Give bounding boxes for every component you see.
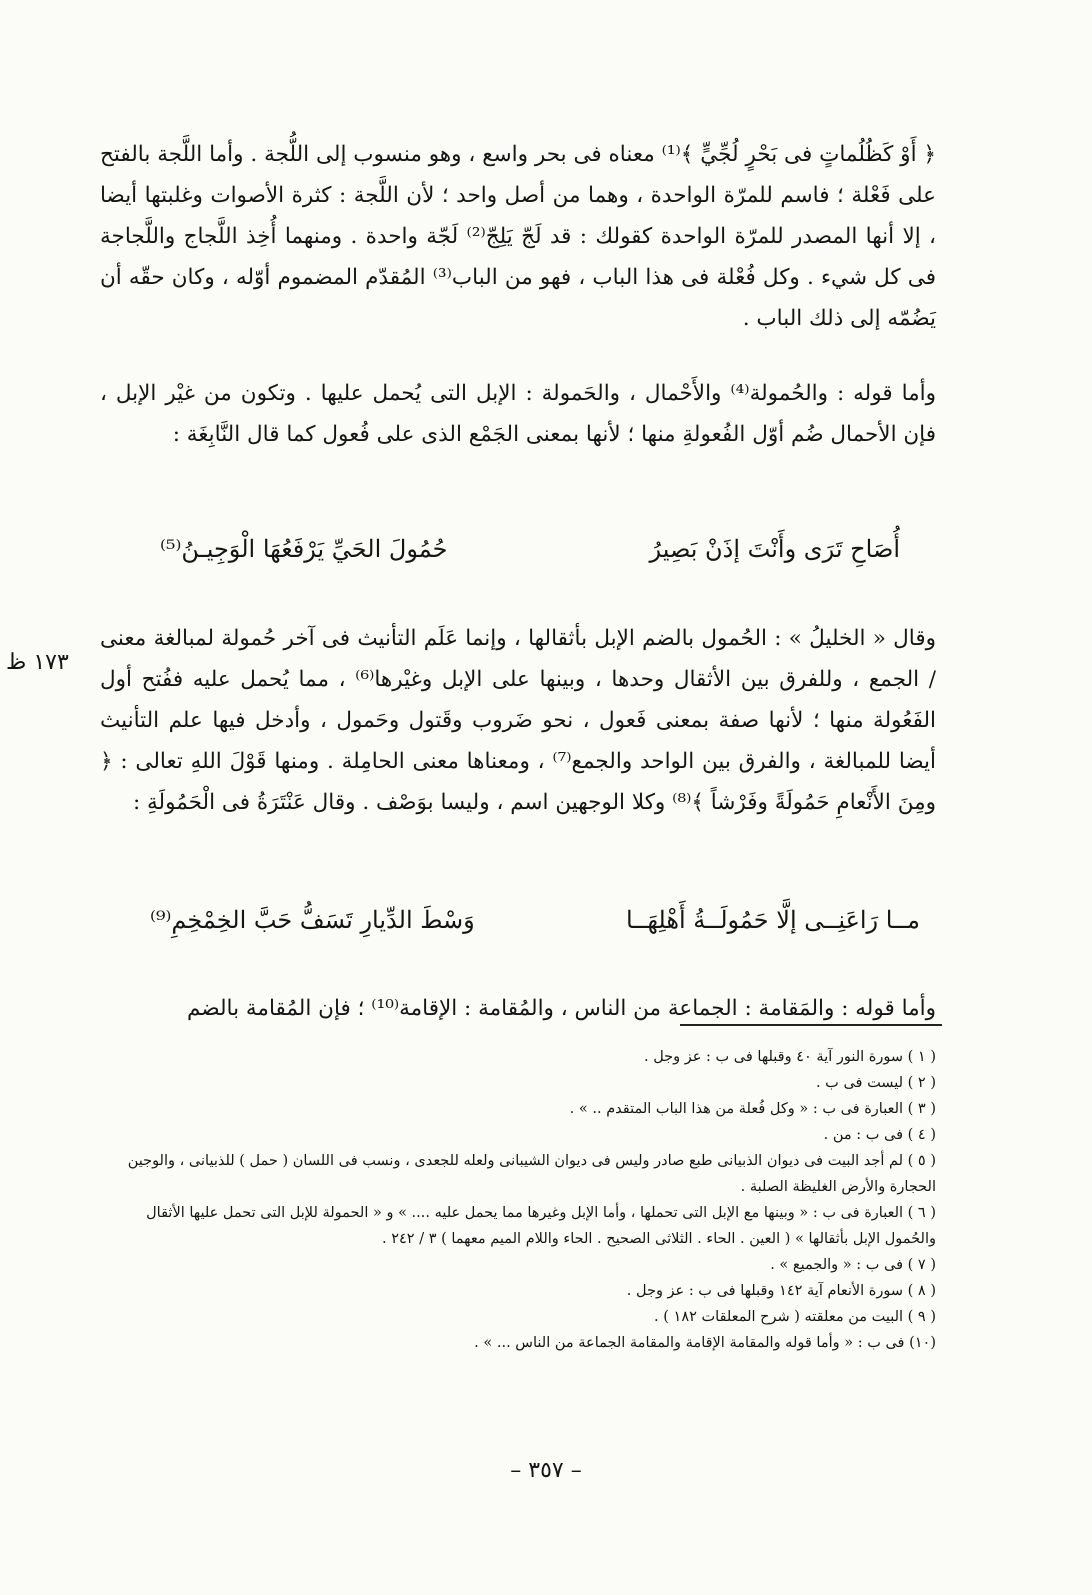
- footnote-9: ( ٩ ) البيت من معلقته ( شرح المعلقات ١٨٢ ) .: [654, 1309, 936, 1325]
- footnote-6: ( ٦ ) العبارة فى ب : « وبينها مع الإبل التى تحملها ، وأما الإبل وغيرها مما يحمل عليه .... » و « الحمولة للإبل التى تحمل عليها الأثقال والحُمول الإبل بأثقالها » ( العين . الحاء . الثلاثى الصحيح . الحاء واللام الميم معهما ) ٣ / ٢٤٢ .: [146, 1205, 936, 1247]
- verse-2-second-hemistich: وَسْطَ الدِّيارِ تَسَفُّ حَبَّ الخِمْخِمِ⁽⁹⁾: [150, 906, 475, 934]
- footnote-5: ( ٥ ) لم أجد البيت فى ديوان الذبيانى طبع صادر وليس فى ديوان الشيبانى ولعله للجعدى ، ونسب فى اللسان ( حمل ) للذبيانى ، والوجين الحجارة والأرض الغليظة الصلبة .: [127, 1153, 936, 1195]
- folio-margin-note: ١٧٣ ظ: [6, 650, 69, 675]
- paragraph-3: وقال « الخليلُ » : الحُمول بالضم الإبل بأثقالها ، وإنما عَلَم التأنيث فى آخر حُمولة لمبالغة معنى / الجمع ، وللفرق بين الأثقال وحدها ، وبينها على الإبل وغيْرها⁽⁶⁾ ، مما يُحمل عليه ففُتح أول الفَعُولة منها ؛ لأنها صفة بمعنى فَعول ، نحو ضَروب وقَتول وحَمول ، وأدخل فيها علم التأنيث أيضا للمبالغة ، والفرق بين الواحد والجمع⁽⁷⁾ ، ومعناها معنى الحامِلة . ومنها قَوْلَ اللهِ تعالى : ﴿ ومِنَ الأَنْعامِ حَمُولَةً وفَرْشاً ﴾⁽⁸⁾ وكلا الوجهين اسم ، وليسا بوَصْف . وقال عَنْتَرَةُ فى الْحَمُولَةِ :: [100, 625, 936, 815]
- paragraph-1: ﴿ أَوْ كَظُلُماتٍ فى بَحْرٍ لُجِّيٍّ ﴾⁽¹⁾ معناه فى بحر واسع ، وهو منسوب إلى اللُّجة . وأما اللَّجة بالفتح على فَعْلة ؛ فاسم للمرّة الواحدة ، وهما من أصل واحد ؛ لأن اللَّجة : كثرة الأصوات وغلبتها أيضا ، إلا أنها المصدر للمرّة الواحدة كقولك : قد لَجّ يَلِجّ⁽²⁾ لَجّة واحدة . ومنهما أُخِذ اللَّجاج واللَّجاجة فى كل شيء . وكل فُعْلة فى هذا الباب ، فهو من الباب⁽³⁾ المُقدّم المضموم أوّله ، وكان حقّه أن يَضُمّه إلى ذلك الباب .: [100, 141, 937, 331]
- footnote-7: ( ٧ ) فى ب : « والجميع » .: [770, 1257, 936, 1273]
- footnote-1: ( ١ ) سورة النور آية ٤٠ وقبلها فى ب : عز وجل .: [643, 1049, 936, 1065]
- page-number: – ٣٥٧ –: [510, 1458, 582, 1483]
- verse-1: [160, 535, 900, 579]
- footnote-4: ( ٤ ) فى ب : من .: [823, 1127, 936, 1143]
- verse-2-first-hemistich: مــا رَاعَنِــى إلَّا حَمُولَــةُ أَهْلِهَــا: [625, 906, 920, 934]
- footnote-10: (١٠) فى ب : « وأما قوله والمقامة الإقامة والمقامة الجماعة من الناس ... » .: [474, 1335, 936, 1351]
- footnote-divider: [680, 1024, 942, 1026]
- footnote-2: ( ٢ ) ليست فى ب .: [815, 1075, 936, 1091]
- paragraph-2: وأما قوله : والحُمولة⁽⁴⁾ والأَحْمال ، والحَمولة : الإبل التى يُحمل عليها . وتكون من غيْر الإبل ، فإن الأحمال ضُم أوّل الفُعولةِ منها ؛ لأنها بمعنى الجَمْع الذى على فُعول كما قال النَّابِغَة :: [100, 380, 936, 447]
- paragraph-4: وأما قوله : والمَقامة : الجماعة من الناس ، والمُقامة : الإقامة⁽¹⁰⁾ ؛ فإن المُقامة بالضم: [187, 995, 936, 1021]
- verse-1-first-hemistich: أُصَاحِ تَرَى وأَنْتَ إذَنْ بَصِيرُ: [649, 535, 900, 563]
- footnote-3: ( ٣ ) العبارة فى ب : « وكل فُعلة من هذا الباب المتقدم .. » .: [569, 1101, 936, 1117]
- verse-2: [150, 906, 920, 950]
- verse-1-second-hemistich: حُمُولَ الحَيِّ يَرْفَعُهَا الْوَجِيـنُ⁽⁵⁾: [160, 535, 448, 563]
- footnote-8: ( ٨ ) سورة الأنعام آية ١٤٢ وقبلها فى ب : عز وجل .: [626, 1283, 936, 1299]
- footnotes: [100, 1044, 936, 1356]
